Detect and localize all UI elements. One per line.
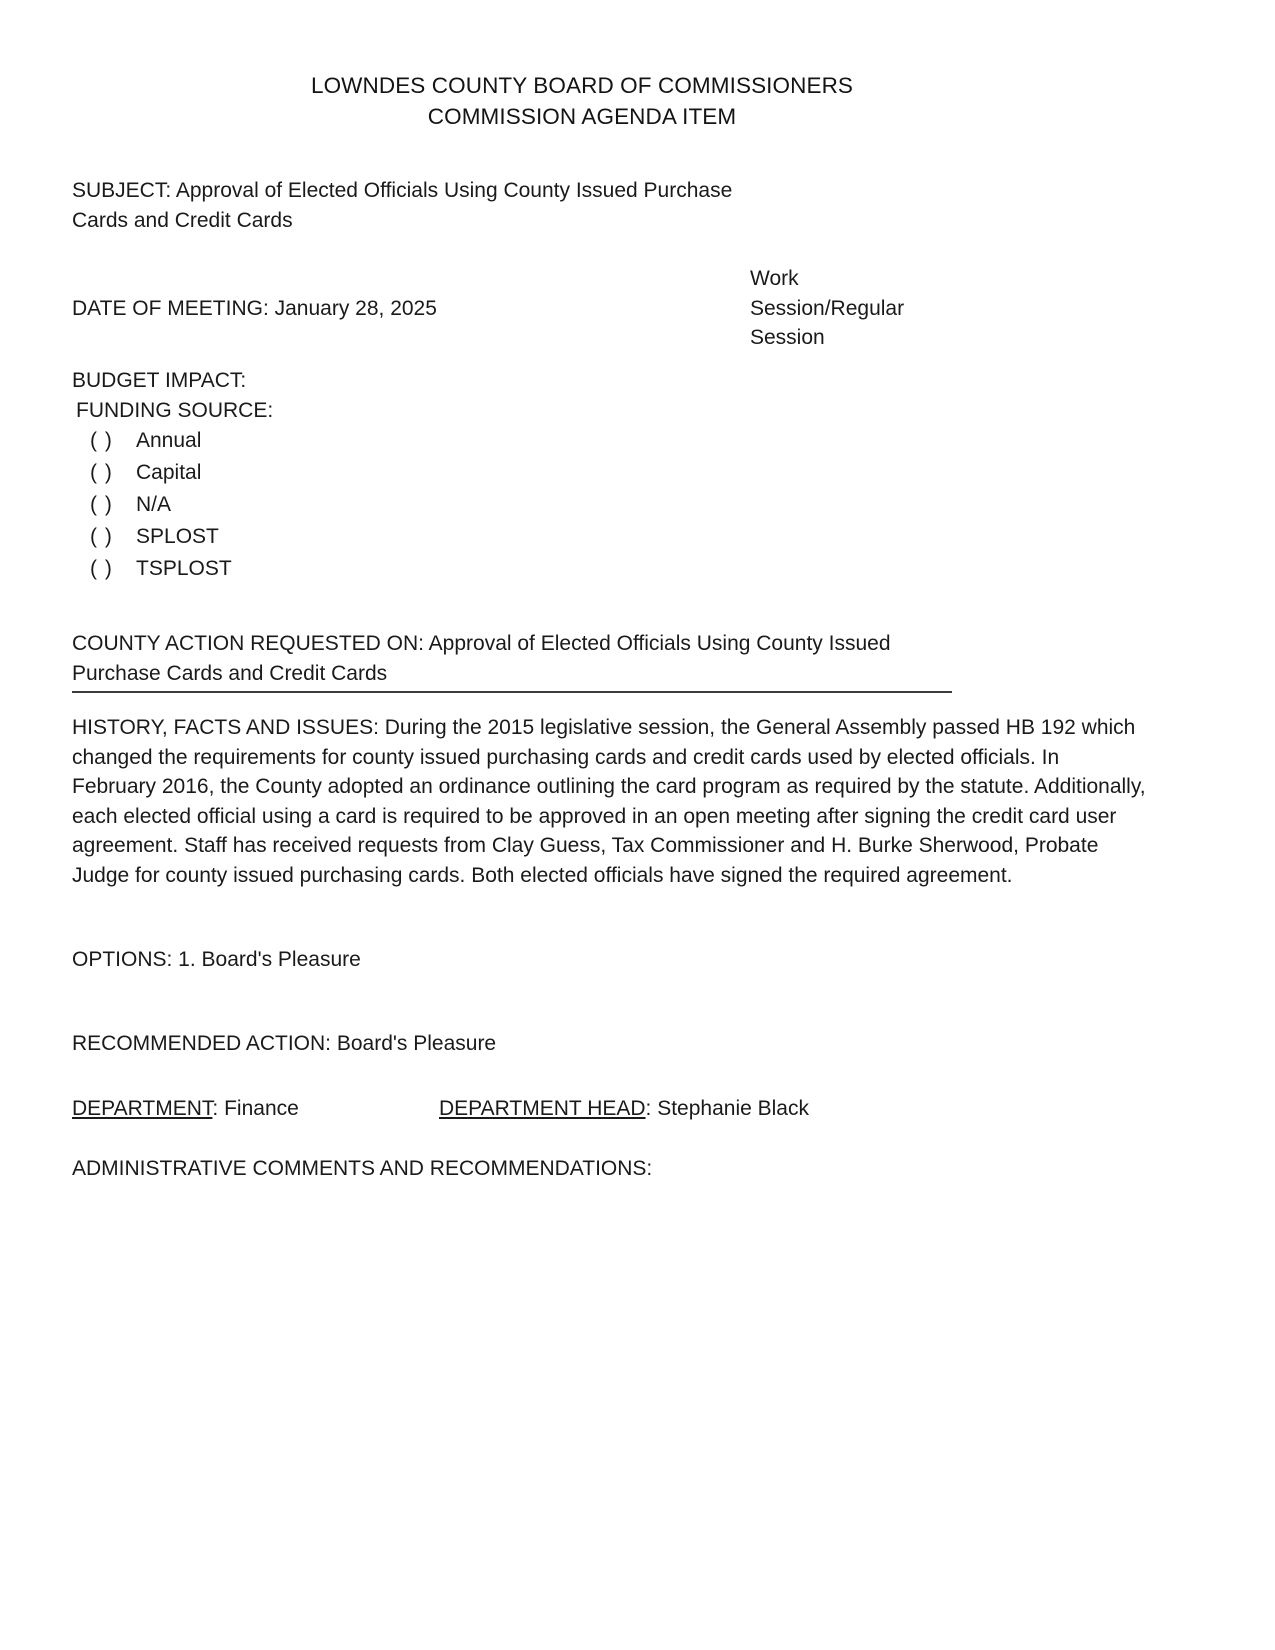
county-action-text: COUNTY ACTION REQUESTED ON: Approval of Elected Officials Using County Issued Purchase Cards and Credit Cards [72,632,891,685]
options-section: OPTIONS: 1. Board's Pleasure [72,948,361,971]
department-label: DEPARTMENT [72,1097,213,1120]
department-section [72,1094,1162,1124]
history-facts-issues: HISTORY, FACTS AND ISSUES: During the 2015 legislative session, the General Assembly passed HB 192 which changed the requirements for county issued purchasing cards and credit cards used by elected officials. In February 2016, the County adopted an ordinance outlining the card program as required by the statute. Additionally, each elected official using a card is required to be approved in an open meeting after signing the credit card user agreement. Staff has received requests from Clay Guess, Tax Commissioner and H. Burke Sherwood, Probate Judge for county issued purchasing cards. Both elected officials have signed the required agreement. [72,716,1146,887]
funding-option-label: Annual [136,429,202,452]
section-divider [72,691,952,693]
department-head-field [439,1094,809,1124]
budget-section [72,366,1162,585]
funding-option-label: TSPLOST [136,557,232,580]
document-body [72,70,1162,1184]
department-field [72,1094,299,1124]
administrative-comments-label: ADMINISTRATIVE COMMENTS AND RECOMMENDATIONS: [72,1157,653,1180]
department-head-label: DEPARTMENT HEAD [439,1097,646,1120]
department-value: : Finance [212,1097,299,1120]
funding-option-splost[interactable] [72,521,1162,553]
header-line-1: LOWNDES COUNTY BOARD OF COMMISSIONERS [310,73,854,98]
funding-option-label: N/A [136,493,172,516]
department-head-value: : Stephanie Black [645,1097,809,1120]
document-header [92,70,1072,132]
header-line-2: COMMISSION AGENDA ITEM [427,104,737,129]
funding-source-label: FUNDING SOURCE: [76,398,274,422]
date-of-meeting: DATE OF MEETING: January 28, 2025 [72,297,437,320]
checkbox-annual[interactable]: ( ) [90,429,113,452]
session-line-1: Work [750,267,799,290]
funding-option-na[interactable] [72,489,1162,521]
budget-impact-label: BUDGET IMPACT: [72,369,247,392]
checkbox-capital[interactable]: ( ) [90,461,113,484]
checkbox-splost[interactable]: ( ) [90,525,113,548]
funding-option-annual[interactable] [72,425,1162,457]
funding-option-tsplost[interactable] [72,553,1162,585]
funding-option-capital[interactable] [72,457,1162,489]
session-line-2: Session/Regular [750,296,905,320]
checkbox-tsplost[interactable]: ( ) [90,557,113,580]
funding-source-options [72,425,1162,585]
meeting-section [72,264,1162,356]
subject-section: SUBJECT: Approval of Elected Officials Using County Issued Purchase Cards and Credit Cards [72,179,733,232]
checkbox-na[interactable]: ( ) [90,493,113,516]
county-action-section [72,629,972,693]
funding-option-label: Capital [136,461,202,484]
session-type [750,264,960,353]
recommended-action-section: RECOMMENDED ACTION: Board's Pleasure [72,1031,497,1055]
funding-option-label: SPLOST [136,525,219,548]
session-line-3: Session [750,326,825,349]
